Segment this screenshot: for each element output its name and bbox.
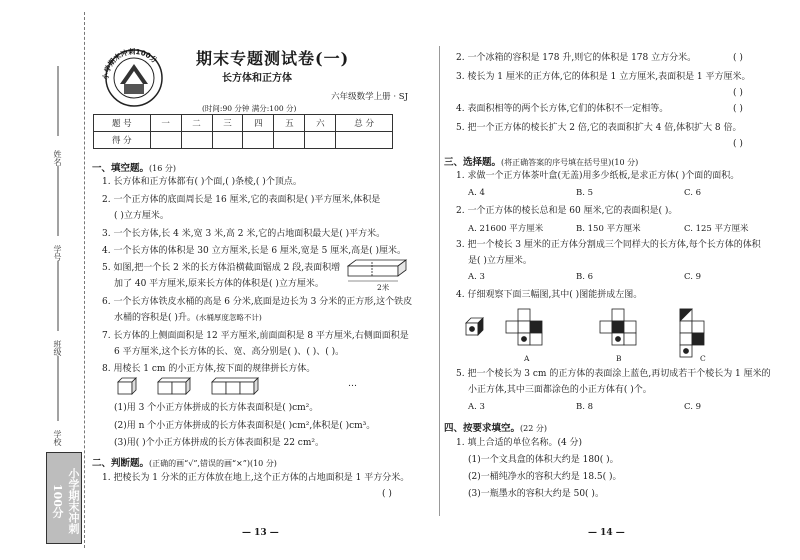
question-1-8: 8. 用棱长 1 cm 的小正方体,按下面的规律拼长方体。 (102, 364, 316, 374)
time-info: (时间:90 分钟 满分:100 分) (202, 104, 297, 113)
binding-strip (0, 0, 88, 560)
net-b-label[interactable]: B (616, 354, 622, 363)
choice-2: 2. 一个正方体的棱长总和是 60 厘米,它的表面积是( )。 (456, 206, 678, 216)
section-2-note: (正确的画“√”,错误的画“×”) (149, 459, 250, 468)
judge-2: 2. 一个冰箱的容积是 178 升,则它的体积是 178 立方分米。 (456, 53, 697, 63)
score-table (93, 114, 393, 149)
choice-5-line-2: 小正方体,其中三面都涂色的小正方体有( )个。 (468, 385, 652, 395)
score-header-cell: 二 (181, 115, 212, 132)
question-1-1: 1. 长方体和正方体都有( )个面,( )条棱,( )个顶点。 (102, 177, 302, 187)
score-header-cell: 题 号 (94, 115, 151, 132)
score-header-cell: 五 (274, 115, 305, 132)
net-c-label[interactable]: C (700, 354, 706, 363)
class-label: 班级 (53, 340, 62, 356)
choice-3-option-c[interactable]: C. 9 (684, 272, 702, 282)
score-cell[interactable] (336, 132, 393, 149)
question-1-7-line-1: 7. 长方体的上侧面面积是 12 平方厘米,前面面积是 8 平方厘米,右侧面面积是 (102, 331, 409, 341)
left-page (92, 0, 434, 560)
logo-ring-text: 小学期末冲刺100分 (101, 47, 159, 81)
question-1-8-2: (2)用 n 个小正方体拼成的长方体表面积是( )cm²,体积是( )cm³。 (114, 421, 376, 431)
judge-2-answer[interactable]: ( ) (733, 53, 743, 63)
question-1-3: 3. 一个长方体,长 4 米,宽 3 米,高 2 米,它的占地面积最大是( )平方米。 (102, 229, 386, 239)
section-2-heading (92, 455, 277, 469)
score-row-label: 得 分 (94, 132, 151, 149)
question-1-5-line-1: 5. 如图,把一个长 2 米的长方体沿横截面锯成 2 段,表面积增 (102, 263, 341, 273)
choice-5-line-1: 5. 把一个棱长为 3 cm 的正方体的表面涂上蓝色,再切成若干个棱长为 1 厘米的 (456, 369, 771, 379)
binding-cut-line (84, 12, 85, 548)
choice-4: 4. 仔细观察下面三幅图,其中( )图能拼成左图。 (456, 290, 643, 300)
question-1-6-note: (水桶厚度忽略不计) (195, 313, 262, 322)
section-3-note: (将正确答案的序号填在括号里) (501, 158, 612, 167)
choice-2-option-b[interactable]: B. 150 平方厘米 (576, 224, 641, 234)
judge-5: 5. 把一个正方体的棱长扩大 2 倍,它的表面积扩大 4 倍,体积扩大 8 倍。 (456, 123, 742, 133)
section-3-heading (444, 154, 638, 168)
judge-1-answer[interactable]: ( ) (382, 489, 392, 499)
fill-1-3: (3)一瓶墨水的容积大约是 50( )。 (468, 489, 604, 499)
fill-1-1: (1)一个文具盒的体积大约是 180( )。 (468, 455, 619, 465)
question-1-6-text: 水桶的容积是( )升。 (114, 313, 196, 323)
choice-5-option-a[interactable]: A. 3 (468, 402, 485, 412)
choice-1-options (468, 188, 792, 198)
question-1-8-3: (3)用( )个小正方体拼成的长方体表面积是 22 cm²。 (114, 438, 324, 448)
binding-rules (44, 66, 74, 446)
choice-3-option-a[interactable]: A. 3 (468, 272, 485, 282)
fill-1-2: (2)一桶纯净水的容积大约是 18.5( )。 (468, 472, 622, 482)
section-1-title: 一、填空题。 (92, 163, 150, 174)
question-1-6-line-1: 6. 一个长方体铁皮水桶的高是 6 分米,底面是边长为 3 分米的正方形,这个铁皮 (102, 297, 413, 307)
question-1-2-line-1: 2. 一个正方体的底面周长是 16 厘米,它的表面积是( )平方厘米,体积是 (102, 195, 381, 205)
section-4-title: 四、按要求填空。 (444, 423, 521, 434)
choice-2-options (468, 222, 792, 234)
page-divider (439, 46, 440, 516)
section-4-points: (22 分) (520, 424, 547, 433)
pattern-continues: … (348, 379, 357, 389)
score-cell[interactable] (212, 132, 243, 149)
section-1-points: (16 分) (149, 164, 176, 173)
section-2-title: 二、判断题。 (92, 458, 150, 469)
question-1-8-1: (1)用 3 个小正方体拼成的长方体表面积是( )cm²。 (114, 403, 319, 413)
section-4-heading (444, 420, 547, 434)
page-number-right: — 14 — (588, 528, 625, 538)
name-label: 姓名 (53, 150, 62, 166)
score-cell[interactable] (274, 132, 305, 149)
choice-2-option-a[interactable]: A. 21600 平方厘米 (468, 224, 544, 234)
page-number-left: — 13 — (242, 528, 279, 538)
question-1-5-line-2: 加了 40 平方厘米,原来长方体的体积是( )立方厘米。 (114, 279, 324, 289)
choice-3-line-1: 3. 把一个棱长 3 厘米的正方体分割成三个同样大的长方体,每个长方体的体积 (456, 240, 761, 250)
score-cell[interactable] (181, 132, 212, 149)
choice-1: 1. 求做一个正方体茶叶盒(无盖)用多少纸板,是求正方体( )个面的面积。 (456, 171, 740, 181)
choice-3-options (468, 272, 792, 282)
question-1-7-line-2: 6 平方厘米,这个长方体的长、宽、高分别是( )、( )、( )。 (114, 347, 345, 357)
choice-5-option-b[interactable]: B. 8 (576, 402, 594, 412)
choice-1-option-c[interactable]: C. 6 (684, 188, 702, 198)
score-header-cell: 总 分 (336, 115, 393, 132)
student-id-label: 学号 (53, 245, 62, 261)
choice-1-option-a[interactable]: A. 4 (468, 188, 485, 198)
section-2-points: (10 分) (249, 459, 277, 468)
page-subtitle: 长方体和正方体 (222, 73, 292, 84)
choice-5-options (468, 402, 792, 412)
score-cell[interactable] (243, 132, 274, 149)
choice-2-option-c[interactable]: C. 125 平方厘米 (684, 224, 749, 234)
judge-5-answer[interactable]: ( ) (733, 139, 743, 149)
judge-1: 1. 把棱长为 1 分米的正方体放在地上,这个正方体的占地面积是 1 平方分米。 (102, 473, 410, 483)
school-label: 学校 (53, 430, 62, 446)
figure-length-label: 2米 (377, 283, 390, 292)
page-title: 期末专题测试卷(一) (196, 49, 350, 68)
choice-3-line-2: 是( )立方厘米。 (468, 256, 532, 266)
section-3-title: 三、选择题。 (444, 157, 502, 168)
score-cell[interactable] (305, 132, 336, 149)
score-header-cell: 一 (150, 115, 181, 132)
judge-3: 3. 棱长为 1 厘米的正方体,它的体积是 1 立方厘米,表面积是 1 平方厘米。 (456, 72, 751, 82)
score-table-header-row (94, 115, 393, 132)
choice-5-option-c[interactable]: C. 9 (684, 402, 702, 412)
score-table-score-row (94, 132, 393, 149)
score-header-cell: 四 (243, 115, 274, 132)
judge-4: 4. 表面积相等的两个长方体,它们的体积不一定相等。 (456, 104, 669, 114)
section-3-points: (10 分) (611, 158, 639, 167)
grade-label: 六年级数学上册 · SJ (331, 92, 408, 102)
score-cell[interactable] (150, 132, 181, 149)
cube-pattern-figure (112, 374, 382, 398)
choice-3-option-b[interactable]: B. 6 (576, 272, 594, 282)
question-1-2-line-2: ( )立方厘米。 (114, 211, 169, 221)
choice-1-option-b[interactable]: B. 5 (576, 188, 594, 198)
question-1-6-line-2 (114, 312, 262, 324)
score-header-cell: 六 (305, 115, 336, 132)
section-1-heading (92, 160, 176, 174)
series-badge: 小学期末冲刺100分 (46, 452, 82, 544)
net-a-label[interactable]: A (524, 354, 530, 363)
right-page (444, 0, 784, 560)
judge-3-answer[interactable]: ( ) (733, 88, 743, 98)
judge-4-answer[interactable]: ( ) (733, 104, 743, 114)
fill-1: 1. 填上合适的单位名称。(4 分) (456, 438, 583, 448)
question-1-4: 4. 一个长方体的体积是 30 立方厘米,长是 6 厘米,宽是 5 厘米,高是( )厘米。 (102, 246, 406, 256)
score-header-cell: 三 (212, 115, 243, 132)
cube-nets-figure (462, 303, 762, 365)
